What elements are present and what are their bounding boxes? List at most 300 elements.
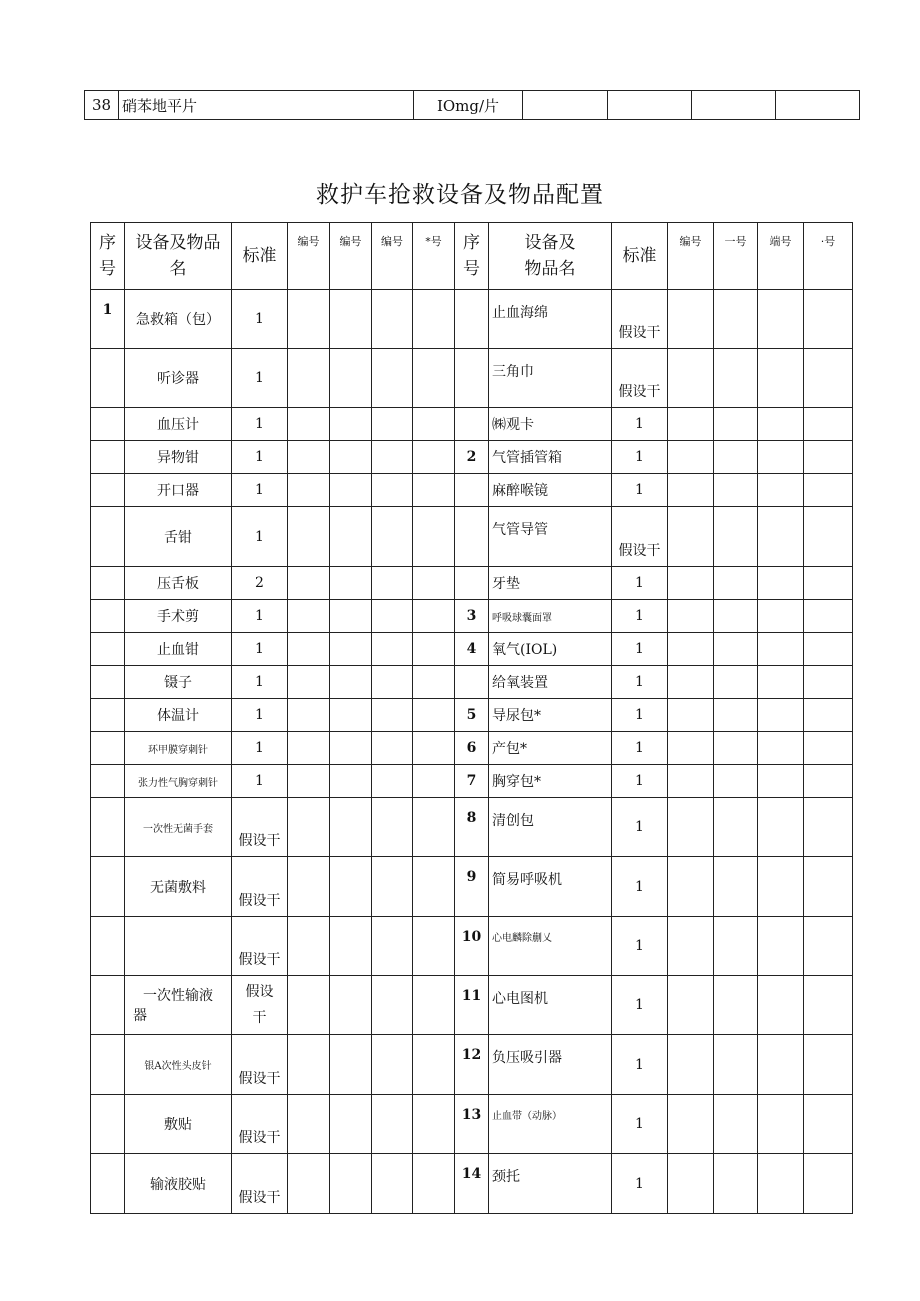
code-cell [714, 349, 758, 408]
left-seq [91, 857, 125, 917]
right-name: 产包* [489, 732, 612, 765]
code-cell [804, 1154, 853, 1214]
code-cell [668, 699, 714, 732]
left-std: 1 [232, 290, 288, 349]
right-std: 1 [612, 600, 668, 633]
right-std: 1 [612, 567, 668, 600]
code-cell [758, 1035, 804, 1095]
left-name [125, 917, 232, 976]
table-row [91, 765, 853, 798]
code-cell [668, 474, 714, 507]
code-cell [288, 1095, 330, 1154]
right-seq: 9 [455, 857, 489, 917]
header-code-7: 端号 [758, 223, 804, 290]
table-row [91, 699, 853, 732]
left-std: 1 [232, 349, 288, 408]
left-std: 1 [232, 633, 288, 666]
code-cell [804, 798, 853, 857]
code-cell [288, 441, 330, 474]
code-cell [330, 633, 372, 666]
code-cell [804, 349, 853, 408]
left-name: 压舌板 [125, 567, 232, 600]
code-cell [758, 507, 804, 567]
right-name: 简易呼吸机 [489, 857, 612, 917]
right-std: 1 [612, 633, 668, 666]
header-std-2: 标准 [612, 223, 668, 290]
code-cell [372, 699, 413, 732]
code-cell [758, 408, 804, 441]
header-seq: 序 号 [91, 223, 125, 290]
code-cell [804, 1035, 853, 1095]
table-row [91, 567, 853, 600]
right-std: 1 [612, 917, 668, 976]
code-cell [668, 290, 714, 349]
right-name: 气管导管 [489, 507, 612, 567]
right-name: 牙垫 [489, 567, 612, 600]
right-seq: 7 [455, 765, 489, 798]
right-name: 止血海绵 [489, 290, 612, 349]
code-cell [413, 408, 455, 441]
code-cell [330, 474, 372, 507]
right-std: 1 [612, 765, 668, 798]
code-cell [372, 507, 413, 567]
code-cell [330, 290, 372, 349]
right-name: 颈托 [489, 1154, 612, 1214]
right-std: 1 [612, 474, 668, 507]
right-seq: 12 [455, 1035, 489, 1095]
right-std: 假设干 [612, 290, 668, 349]
code-cell [714, 567, 758, 600]
code-cell [668, 349, 714, 408]
right-seq [455, 349, 489, 408]
left-seq [91, 917, 125, 976]
table-row [91, 474, 853, 507]
code-cell [758, 666, 804, 699]
code-cell [804, 1095, 853, 1154]
code-cell [330, 917, 372, 976]
code-cell [668, 1154, 714, 1214]
header-code-1: 编号 [288, 223, 330, 290]
row-seq: 38 [85, 91, 119, 120]
right-seq: 14 [455, 1154, 489, 1214]
code-cell [330, 600, 372, 633]
left-name: 血压计 [125, 408, 232, 441]
code-cell [668, 1035, 714, 1095]
left-seq [91, 798, 125, 857]
table-row [91, 857, 853, 917]
right-std: 1 [612, 1035, 668, 1095]
code-cell [413, 699, 455, 732]
left-seq: 1 [91, 290, 125, 349]
code-cell [714, 732, 758, 765]
code-cell [714, 699, 758, 732]
code-cell [288, 507, 330, 567]
left-std: 假设干 [232, 1035, 288, 1095]
code-cell [758, 567, 804, 600]
code-cell [330, 765, 372, 798]
left-seq [91, 976, 125, 1035]
right-name: 三角巾 [489, 349, 612, 408]
code-cell [288, 408, 330, 441]
right-name: 麻醉喉镜 [489, 474, 612, 507]
code-cell [413, 798, 455, 857]
code-cell [372, 732, 413, 765]
left-name: 银A次性头皮针 [125, 1035, 232, 1095]
left-std: 1 [232, 699, 288, 732]
right-std: 1 [612, 1095, 668, 1154]
right-name: 气管插管箱 [489, 441, 612, 474]
code-cell [758, 976, 804, 1035]
right-name: 心电麟除蒯乂 [489, 917, 612, 976]
code-cell [714, 666, 758, 699]
table-row [91, 349, 853, 408]
left-seq [91, 567, 125, 600]
code-cell [372, 600, 413, 633]
code-cell [330, 567, 372, 600]
code-cell [413, 600, 455, 633]
code-cell [714, 507, 758, 567]
code-cell [758, 633, 804, 666]
code-cell [330, 857, 372, 917]
code-cell [413, 1095, 455, 1154]
left-seq [91, 474, 125, 507]
table-row [91, 732, 853, 765]
code-cell [714, 441, 758, 474]
code-cell [372, 1154, 413, 1214]
code-cell [714, 798, 758, 857]
code-cell [288, 666, 330, 699]
code-cell [668, 917, 714, 976]
right-seq: 2 [455, 441, 489, 474]
right-name: 胸穿包* [489, 765, 612, 798]
code-cell [288, 917, 330, 976]
right-seq [455, 474, 489, 507]
code-cell [330, 408, 372, 441]
code-cell [372, 474, 413, 507]
code-cell [372, 290, 413, 349]
row-name: 硝苯地平片 [119, 91, 414, 120]
code-cell [288, 1035, 330, 1095]
left-name: 无菌敷料 [125, 857, 232, 917]
code-cell [413, 857, 455, 917]
code-cell [714, 976, 758, 1035]
code-cell [288, 732, 330, 765]
left-std: 1 [232, 600, 288, 633]
table-row [91, 1154, 853, 1214]
left-name: 异物钳 [125, 441, 232, 474]
right-std: 假设干 [612, 507, 668, 567]
right-name: ㈱观卡 [489, 408, 612, 441]
code-cell [714, 290, 758, 349]
header-code-2: 编号 [330, 223, 372, 290]
code-cell [758, 474, 804, 507]
right-std: 1 [612, 976, 668, 1035]
code-cell [372, 765, 413, 798]
left-seq [91, 408, 125, 441]
code-cell [668, 633, 714, 666]
code-cell [758, 732, 804, 765]
left-name: 输液胶贴 [125, 1154, 232, 1214]
code-cell [288, 798, 330, 857]
right-std: 1 [612, 666, 668, 699]
header-code-4: *号 [413, 223, 455, 290]
right-std: 假设干 [612, 349, 668, 408]
left-seq [91, 666, 125, 699]
code-cell [668, 798, 714, 857]
header-row [91, 223, 853, 290]
table-row [91, 600, 853, 633]
header-code-3: 编号 [372, 223, 413, 290]
right-name: 止血带（动脉） [489, 1095, 612, 1154]
code-cell [714, 857, 758, 917]
left-std: 1 [232, 732, 288, 765]
right-seq [455, 290, 489, 349]
header-name-2: 设备及 物品名 [489, 223, 612, 290]
right-seq [455, 507, 489, 567]
left-name: 张力性气胸穿刺针 [125, 765, 232, 798]
code-cell [330, 976, 372, 1035]
right-seq: 6 [455, 732, 489, 765]
left-seq [91, 349, 125, 408]
right-seq: 13 [455, 1095, 489, 1154]
left-seq [91, 600, 125, 633]
code-cell [372, 441, 413, 474]
right-name: 氧气(IOL) [489, 633, 612, 666]
left-seq [91, 507, 125, 567]
code-cell [668, 408, 714, 441]
right-std: 1 [612, 699, 668, 732]
code-cell [668, 732, 714, 765]
code-cell [330, 732, 372, 765]
code-cell [413, 474, 455, 507]
code-cell [668, 666, 714, 699]
left-name: 环甲膜穿刺针 [125, 732, 232, 765]
right-name: 给氧装置 [489, 666, 612, 699]
code-cell [714, 600, 758, 633]
right-seq [455, 408, 489, 441]
left-std: 假设 干 [232, 976, 288, 1035]
code-cell [372, 349, 413, 408]
left-name: 止血钳 [125, 633, 232, 666]
code-cell [758, 600, 804, 633]
table-row [91, 507, 853, 567]
right-std: 1 [612, 408, 668, 441]
code-cell [413, 290, 455, 349]
right-seq: 5 [455, 699, 489, 732]
code-cell [413, 441, 455, 474]
code-cell [372, 633, 413, 666]
code-cell [758, 1095, 804, 1154]
code-cell [288, 600, 330, 633]
right-name: 导尿包* [489, 699, 612, 732]
header-code-8: ·号 [804, 223, 853, 290]
code-cell [330, 666, 372, 699]
right-name: 清创包 [489, 798, 612, 857]
code-cell [330, 1095, 372, 1154]
code-cell [804, 666, 853, 699]
code-cell [288, 976, 330, 1035]
code-cell [668, 600, 714, 633]
code-cell [758, 1154, 804, 1214]
code-cell [413, 765, 455, 798]
left-seq [91, 732, 125, 765]
code-cell [413, 1035, 455, 1095]
right-std: 1 [612, 798, 668, 857]
right-seq: 3 [455, 600, 489, 633]
code-cell [288, 765, 330, 798]
code-cell [413, 917, 455, 976]
code-cell [372, 976, 413, 1035]
left-name: 一次性无菌手套 [125, 798, 232, 857]
code-cell [288, 857, 330, 917]
left-std: 1 [232, 441, 288, 474]
code-cell [413, 507, 455, 567]
code-cell [330, 507, 372, 567]
equipment-table [90, 222, 853, 1214]
left-std: 假设干 [232, 857, 288, 917]
table-row [91, 1095, 853, 1154]
table-row [91, 666, 853, 699]
code-cell [758, 798, 804, 857]
left-name: 一次性输液 器 [125, 976, 232, 1035]
left-seq [91, 1095, 125, 1154]
table-row [91, 633, 853, 666]
code-cell [668, 441, 714, 474]
left-std: 1 [232, 666, 288, 699]
left-seq [91, 765, 125, 798]
left-name: 急救箱（包） [125, 290, 232, 349]
table-row [85, 91, 860, 120]
code-cell [804, 857, 853, 917]
left-seq [91, 1154, 125, 1214]
code-cell [758, 765, 804, 798]
code-cell [758, 699, 804, 732]
left-std: 1 [232, 474, 288, 507]
table-row [91, 441, 853, 474]
left-name: 体温计 [125, 699, 232, 732]
code-cell [668, 1095, 714, 1154]
header-code-5: 编号 [668, 223, 714, 290]
left-seq [91, 441, 125, 474]
table-row [91, 408, 853, 441]
code-cell [372, 666, 413, 699]
table-row [91, 798, 853, 857]
left-name: 镊子 [125, 666, 232, 699]
left-std: 1 [232, 765, 288, 798]
code-cell [288, 290, 330, 349]
code-cell [714, 1035, 758, 1095]
right-seq [455, 567, 489, 600]
table-row [91, 290, 853, 349]
code-cell [668, 976, 714, 1035]
left-std: 1 [232, 408, 288, 441]
code-cell [804, 408, 853, 441]
code-cell [288, 699, 330, 732]
code-cell [804, 290, 853, 349]
code-cell [804, 633, 853, 666]
right-std: 1 [612, 732, 668, 765]
code-cell [372, 408, 413, 441]
page-title: 救护车抢救设备及物品配置 [316, 182, 604, 208]
right-name: 呼吸球囊面罩 [489, 600, 612, 633]
code-cell [758, 857, 804, 917]
code-cell [714, 633, 758, 666]
right-std: 1 [612, 1154, 668, 1214]
left-std: 1 [232, 507, 288, 567]
code-cell [413, 349, 455, 408]
left-std: 假设干 [232, 798, 288, 857]
code-cell [330, 1154, 372, 1214]
code-cell [714, 917, 758, 976]
code-cell [330, 798, 372, 857]
right-name: 负压吸引器 [489, 1035, 612, 1095]
table-row [91, 1035, 853, 1095]
header-name: 设备及物品 名 [125, 223, 232, 290]
code-cell [288, 349, 330, 408]
code-cell [668, 507, 714, 567]
right-seq: 11 [455, 976, 489, 1035]
code-cell [372, 917, 413, 976]
header-code-6: 一号 [714, 223, 758, 290]
right-name: 心电图机 [489, 976, 612, 1035]
code-cell [372, 857, 413, 917]
code-cell [668, 567, 714, 600]
left-std: 假设干 [232, 1154, 288, 1214]
right-std: 1 [612, 441, 668, 474]
code-cell [758, 290, 804, 349]
code-cell [804, 976, 853, 1035]
left-name: 敷贴 [125, 1095, 232, 1154]
left-seq [91, 699, 125, 732]
code-cell [413, 732, 455, 765]
code-cell [372, 798, 413, 857]
code-cell [804, 699, 853, 732]
code-cell [714, 1095, 758, 1154]
code-cell [758, 441, 804, 474]
code-cell [288, 474, 330, 507]
code-cell [804, 567, 853, 600]
code-cell [668, 857, 714, 917]
code-cell [413, 633, 455, 666]
left-name: 听诊器 [125, 349, 232, 408]
code-cell [413, 976, 455, 1035]
left-std: 2 [232, 567, 288, 600]
left-name: 手术剪 [125, 600, 232, 633]
left-name: 开口器 [125, 474, 232, 507]
code-cell [288, 567, 330, 600]
code-cell [288, 633, 330, 666]
left-name: 舌钳 [125, 507, 232, 567]
right-seq: 10 [455, 917, 489, 976]
code-cell [413, 666, 455, 699]
code-cell [372, 1095, 413, 1154]
right-std: 1 [612, 857, 668, 917]
code-cell [804, 441, 853, 474]
left-seq [91, 1035, 125, 1095]
code-cell [804, 917, 853, 976]
code-cell [413, 567, 455, 600]
code-cell [758, 349, 804, 408]
code-cell [804, 474, 853, 507]
code-cell [372, 1035, 413, 1095]
code-cell [804, 765, 853, 798]
code-cell [714, 765, 758, 798]
code-cell [804, 732, 853, 765]
code-cell [714, 1154, 758, 1214]
code-cell [330, 441, 372, 474]
code-cell [714, 474, 758, 507]
code-cell [668, 765, 714, 798]
